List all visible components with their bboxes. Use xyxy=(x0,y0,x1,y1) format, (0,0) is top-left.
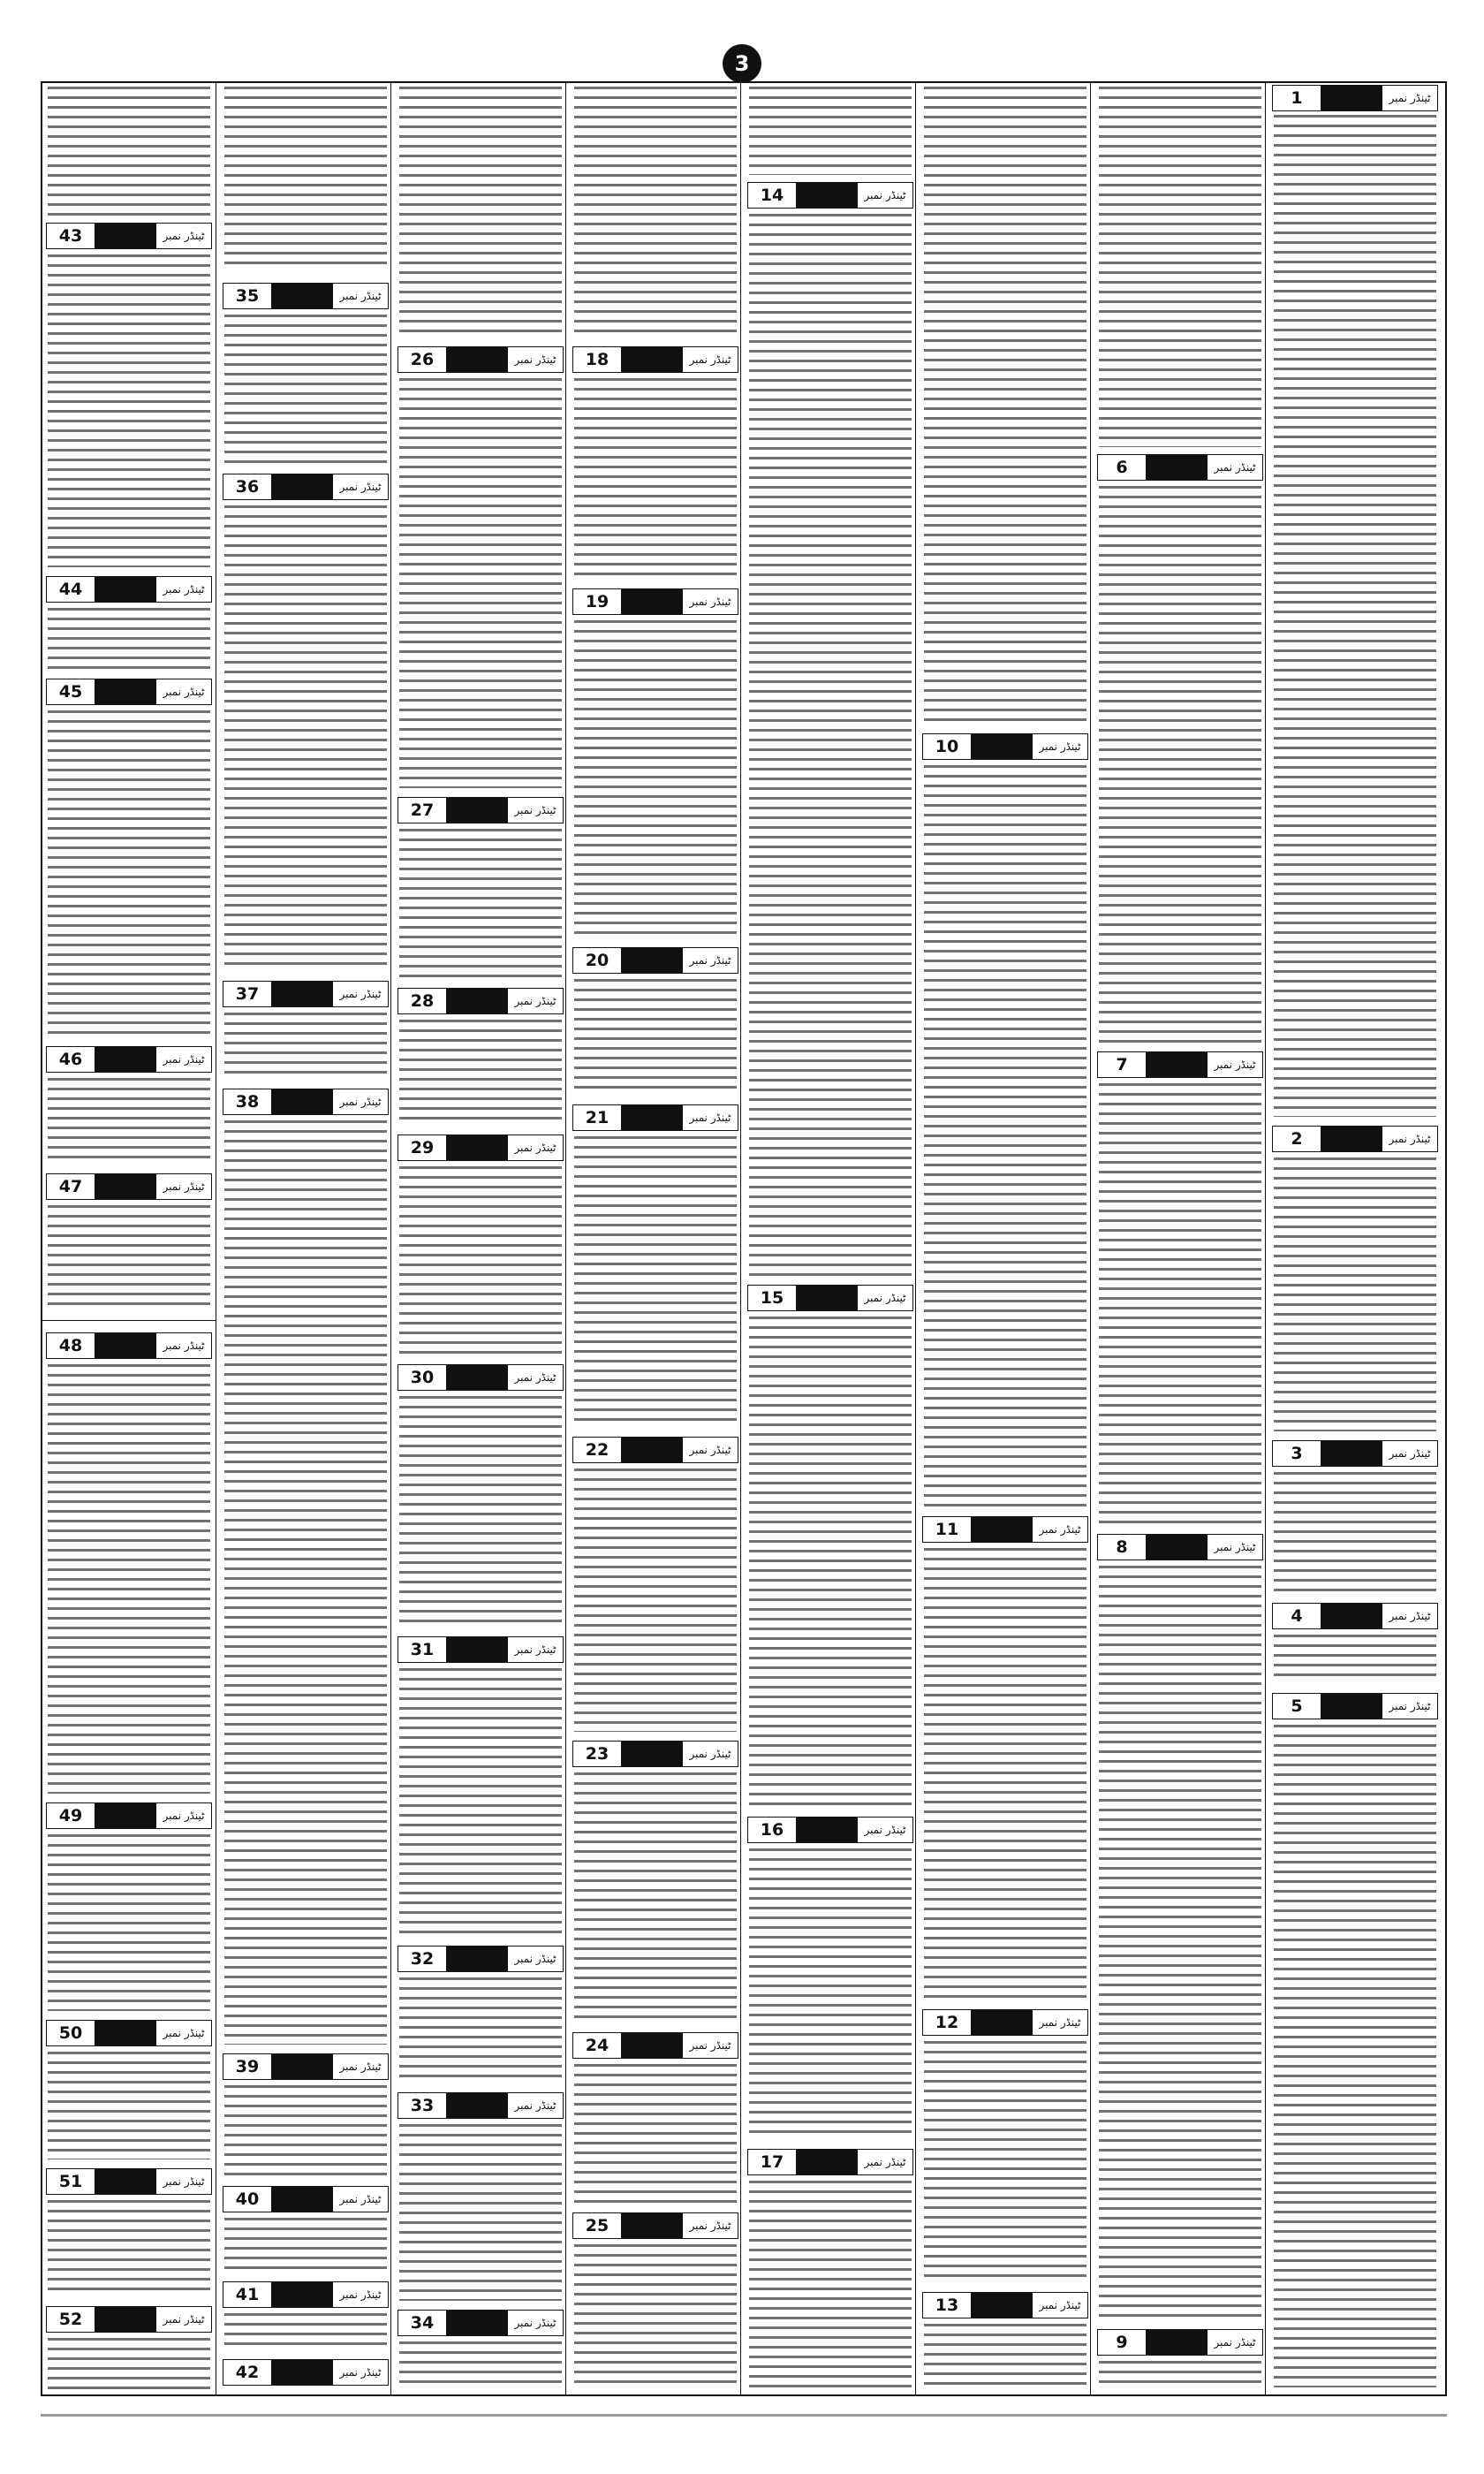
notice-text xyxy=(224,2313,387,2349)
tender-heading xyxy=(223,2186,389,2212)
notice-text xyxy=(1274,1725,1436,2387)
tender-heading xyxy=(398,797,564,823)
notice-text xyxy=(1274,1472,1436,1594)
tender-number: 30 xyxy=(398,1365,446,1390)
notice-text xyxy=(224,87,387,269)
tender-heading xyxy=(223,2359,389,2386)
column-5 xyxy=(569,83,742,2394)
column-3 xyxy=(919,83,1092,2394)
tender-number: 6 xyxy=(1098,455,1146,480)
tender-heading xyxy=(747,2149,913,2175)
notice-text xyxy=(224,505,387,972)
tender-label: ٹینڈر نمبر xyxy=(339,2366,382,2379)
tender-label: ٹینڈر نمبر xyxy=(514,1953,556,1965)
notice-text xyxy=(399,1396,562,1628)
tender-number: 27 xyxy=(398,798,446,823)
tender-heading xyxy=(747,182,913,209)
tender-heading xyxy=(1272,1440,1438,1467)
notice-text xyxy=(48,1834,210,2011)
tender-label: ٹینڈر نمبر xyxy=(339,2193,382,2205)
tender-heading xyxy=(1097,1534,1263,1560)
tender-number: 7 xyxy=(1098,1052,1146,1077)
tender-label: ٹینڈر نمبر xyxy=(689,954,731,967)
tender-label: ٹینڈر نمبر xyxy=(514,353,556,366)
tender-number: 16 xyxy=(748,1818,796,1842)
tender-heading xyxy=(223,1089,389,1115)
notice-text xyxy=(1099,2361,1261,2389)
tender-label: ٹینڈر نمبر xyxy=(163,686,205,698)
tender-number: 33 xyxy=(398,2093,446,2118)
tender-heading xyxy=(1097,1051,1263,1078)
notice-text xyxy=(48,710,210,1037)
notice-text xyxy=(48,1364,210,1794)
tender-heading xyxy=(46,576,212,603)
tender-heading xyxy=(223,283,389,309)
tender-number: 5 xyxy=(1273,1694,1321,1719)
tender-number: 9 xyxy=(1098,2330,1146,2355)
tender-heading xyxy=(398,1364,564,1391)
notice-text xyxy=(399,1668,562,1937)
tender-number: 2 xyxy=(1273,1127,1321,1151)
tender-heading xyxy=(922,1516,1088,1543)
tender-heading xyxy=(1272,1126,1438,1152)
tender-label: ٹینڈر نمبر xyxy=(339,290,382,302)
tender-number: 13 xyxy=(923,2293,971,2318)
notice-text xyxy=(924,87,1086,726)
notice-text xyxy=(574,979,737,1096)
tender-number: 32 xyxy=(398,1947,446,1971)
tender-label: ٹینڈر نمبر xyxy=(163,1053,205,1066)
notice-text xyxy=(574,2244,737,2389)
tender-number: 21 xyxy=(573,1105,621,1130)
notice-text xyxy=(399,1166,562,1355)
tender-number: 15 xyxy=(748,1286,796,1310)
tender-label: ٹینڈر نمبر xyxy=(339,988,382,1000)
tender-label: ٹینڈر نمبر xyxy=(689,1748,731,1760)
tender-label: ٹینڈر نمبر xyxy=(1214,1541,1256,1553)
notice-text xyxy=(399,1977,562,2083)
notice-text xyxy=(924,2324,1086,2389)
tender-heading xyxy=(747,1817,913,1843)
tender-number: 35 xyxy=(223,284,271,308)
tender-number: 29 xyxy=(398,1135,446,1160)
tender-number: 31 xyxy=(398,1637,446,1662)
notice-text xyxy=(399,2124,562,2301)
tender-label: ٹینڈر نمبر xyxy=(689,596,731,608)
notice-text xyxy=(399,1020,562,1126)
tender-label: ٹینڈر نمبر xyxy=(1214,1059,1256,1071)
tender-heading xyxy=(572,1437,738,1463)
notice-text xyxy=(574,378,737,580)
tender-label: ٹینڈر نمبر xyxy=(514,1142,556,1154)
notice-text xyxy=(399,829,562,979)
tender-heading xyxy=(398,1946,564,1972)
tender-label: ٹینڈر نمبر xyxy=(514,2099,556,2112)
tender-number: 44 xyxy=(47,577,95,602)
tender-label: ٹینڈر نمبر xyxy=(864,189,906,201)
tender-number: 14 xyxy=(748,183,796,208)
notice-text xyxy=(48,1078,210,1165)
tender-number: 48 xyxy=(47,1333,95,1358)
tender-heading xyxy=(572,346,738,373)
tender-heading xyxy=(572,588,738,615)
notice-text xyxy=(399,378,562,788)
tender-number: 22 xyxy=(573,1438,621,1462)
tender-label: ٹینڈر نمبر xyxy=(514,804,556,816)
tender-heading xyxy=(922,733,1088,760)
notice-text xyxy=(749,87,912,175)
notice-text xyxy=(749,1317,912,1808)
column-4 xyxy=(744,83,917,2394)
tender-label: ٹینڈر نمبر xyxy=(1039,1523,1081,1536)
notice-text xyxy=(1274,1157,1436,1431)
tender-heading xyxy=(572,1104,738,1131)
page-number: 3 xyxy=(723,44,761,83)
tender-label: ٹینڈر نمبر xyxy=(163,2027,205,2039)
notice-text xyxy=(48,254,210,567)
tender-heading xyxy=(1097,454,1263,481)
notice-text xyxy=(48,87,210,216)
section-rule xyxy=(42,1320,216,1321)
notice-text xyxy=(399,2341,562,2389)
tender-heading xyxy=(46,2306,212,2333)
tender-label: ٹینڈر نمبر xyxy=(163,1339,205,1352)
notice-text xyxy=(399,87,562,339)
tender-heading xyxy=(572,947,738,974)
tender-number: 52 xyxy=(47,2307,95,2332)
tender-label: ٹینڈر نمبر xyxy=(1389,92,1431,104)
tender-heading xyxy=(46,1802,212,1829)
tender-number: 4 xyxy=(1273,1604,1321,1628)
tender-heading xyxy=(398,2310,564,2336)
notice-text xyxy=(48,2052,210,2159)
tender-label: ٹینڈر نمبر xyxy=(1214,2336,1256,2349)
tender-number: 20 xyxy=(573,948,621,973)
tender-number: 25 xyxy=(573,2213,621,2238)
tender-label: ٹینڈر نمبر xyxy=(689,1444,731,1456)
tender-label: ٹینڈر نمبر xyxy=(163,2313,205,2326)
notice-text xyxy=(48,1205,210,1311)
notice-text xyxy=(1099,1083,1261,1525)
tender-number: 41 xyxy=(223,2282,271,2307)
tender-label: ٹینڈر نمبر xyxy=(339,2288,382,2301)
tender-heading xyxy=(46,1332,212,1359)
notice-text xyxy=(224,1013,387,1080)
tender-heading xyxy=(398,988,564,1014)
tender-label: ٹینڈر نمبر xyxy=(864,1824,906,1836)
tender-label: ٹینڈر نمبر xyxy=(1039,2016,1081,2029)
tender-heading xyxy=(922,2009,1088,2036)
notice-text xyxy=(224,1120,387,2045)
tender-number: 51 xyxy=(47,2169,95,2194)
tender-label: ٹینڈر نمبر xyxy=(1039,740,1081,753)
tender-heading xyxy=(398,2092,564,2119)
tender-number: 28 xyxy=(398,989,446,1013)
notice-text xyxy=(924,2041,1086,2283)
notice-text xyxy=(48,608,210,670)
tender-number: 3 xyxy=(1273,1441,1321,1466)
tender-label: ٹینڈر نمبر xyxy=(163,1180,205,1193)
tender-number: 36 xyxy=(223,474,271,499)
tender-heading xyxy=(572,2032,738,2059)
tender-label: ٹینڈر نمبر xyxy=(1039,2299,1081,2311)
tender-label: ٹینڈر نمبر xyxy=(339,481,382,493)
tender-heading xyxy=(223,981,389,1007)
tender-heading xyxy=(572,1741,738,1767)
column-6 xyxy=(394,83,567,2394)
tender-number: 39 xyxy=(223,2054,271,2079)
notice-text xyxy=(224,315,387,465)
tender-heading xyxy=(1272,85,1438,111)
tender-number: 1 xyxy=(1273,86,1321,110)
tender-number: 17 xyxy=(748,2150,796,2174)
notice-text xyxy=(574,87,737,339)
notice-text xyxy=(749,1848,912,2140)
tender-number: 23 xyxy=(573,1742,621,1766)
tender-number: 46 xyxy=(47,1047,95,1072)
tender-number: 12 xyxy=(923,2010,971,2035)
tender-number: 18 xyxy=(573,347,621,372)
tender-label: ٹینڈر نمبر xyxy=(1389,1133,1431,1145)
tender-heading xyxy=(1272,1603,1438,1629)
notice-text xyxy=(574,1468,737,1732)
tender-label: ٹینڈر نمبر xyxy=(1214,461,1256,474)
tender-heading xyxy=(398,346,564,373)
tender-heading xyxy=(572,2212,738,2239)
tender-number: 8 xyxy=(1098,1535,1146,1560)
tender-heading xyxy=(46,2168,212,2195)
tender-label: ٹینڈر نمبر xyxy=(514,1371,556,1384)
tender-heading xyxy=(223,2053,389,2080)
notice-text xyxy=(1099,486,1261,1043)
tender-label: ٹینڈر نمبر xyxy=(1389,1447,1431,1460)
tender-heading xyxy=(398,1636,564,1663)
tender-heading xyxy=(747,1285,913,1311)
tender-label: ٹینڈر نمبر xyxy=(689,1112,731,1124)
tender-number: 37 xyxy=(223,982,271,1006)
notice-text xyxy=(574,1136,737,1428)
tender-number: 38 xyxy=(223,1089,271,1114)
tender-label: ٹینڈر نمبر xyxy=(163,2175,205,2188)
notice-text xyxy=(749,2181,912,2389)
column-7 xyxy=(219,83,392,2394)
tender-label: ٹینڈر نمبر xyxy=(1389,1700,1431,1712)
tender-number: 19 xyxy=(573,589,621,614)
tender-heading xyxy=(922,2292,1088,2318)
tender-label: ٹینڈر نمبر xyxy=(163,1810,205,1822)
notice-text xyxy=(224,2218,387,2273)
notice-text xyxy=(749,214,912,1276)
tender-heading xyxy=(223,2281,389,2308)
tender-label: ٹینڈر نمبر xyxy=(864,1292,906,1304)
notice-text xyxy=(1099,1566,1261,2320)
tender-heading xyxy=(46,679,212,705)
tender-number: 45 xyxy=(47,679,95,704)
tender-heading xyxy=(223,474,389,500)
tender-label: ٹینڈر نمبر xyxy=(689,353,731,366)
tender-number: 24 xyxy=(573,2033,621,2058)
tender-number: 49 xyxy=(47,1803,95,1828)
tender-number: 43 xyxy=(47,224,95,248)
tender-label: ٹینڈر نمبر xyxy=(163,230,205,242)
tender-number: 11 xyxy=(923,1517,971,1542)
tender-label: ٹینڈر نمبر xyxy=(514,2317,556,2329)
tender-number: 50 xyxy=(47,2021,95,2045)
tender-number: 10 xyxy=(923,734,971,759)
notice-text xyxy=(574,2064,737,2204)
tender-number: 34 xyxy=(398,2311,446,2335)
notice-text xyxy=(48,2200,210,2297)
tender-number: 47 xyxy=(47,1174,95,1199)
tender-label: ٹینڈر نمبر xyxy=(163,583,205,596)
notice-text xyxy=(224,2085,387,2177)
footer-rule xyxy=(41,2414,1447,2417)
tender-label: ٹینڈر نمبر xyxy=(339,1096,382,1108)
notice-text xyxy=(574,620,737,938)
notice-text xyxy=(1274,1635,1436,1682)
notice-text xyxy=(574,1772,737,2023)
tender-heading xyxy=(1097,2329,1263,2356)
column-1 xyxy=(1268,83,1442,2394)
tender-heading xyxy=(1272,1693,1438,1719)
notice-text xyxy=(1099,87,1261,447)
tender-number: 40 xyxy=(223,2187,271,2212)
tender-number: 26 xyxy=(398,347,446,372)
tender-label: ٹینڈر نمبر xyxy=(339,2060,382,2073)
tender-number: 42 xyxy=(223,2360,271,2385)
tender-label: ٹینڈر نمبر xyxy=(514,995,556,1007)
tender-label: ٹینڈر نمبر xyxy=(864,2156,906,2168)
column-2 xyxy=(1094,83,1267,2394)
tender-heading xyxy=(46,1046,212,1073)
notice-text xyxy=(1274,115,1436,1117)
notice-text xyxy=(924,1548,1086,2000)
column-8 xyxy=(42,83,216,2394)
tender-heading xyxy=(46,223,212,249)
tender-heading xyxy=(46,2020,212,2046)
tender-heading xyxy=(398,1135,564,1161)
tender-label: ٹینڈر نمبر xyxy=(689,2220,731,2232)
tender-label: ٹینڈر نمبر xyxy=(689,2039,731,2052)
notice-text xyxy=(48,2338,210,2389)
tender-label: ٹینڈر نمبر xyxy=(514,1643,556,1656)
tender-heading xyxy=(46,1173,212,1200)
notice-text xyxy=(924,765,1086,1507)
tender-label: ٹینڈر نمبر xyxy=(1389,1610,1431,1622)
